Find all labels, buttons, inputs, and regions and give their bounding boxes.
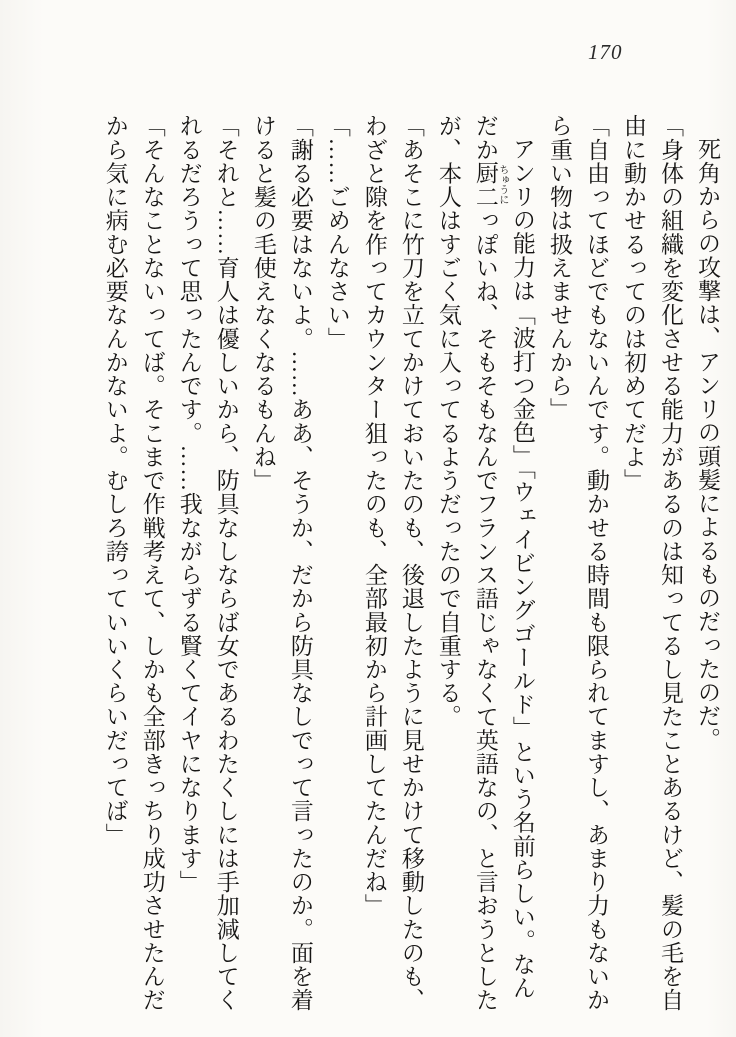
paragraph: 「あそこに竹刀を立てかけておいたのも、後退したように見せかけて移動したのも、わざと隙を作ってカウンター狙ったのも、全部最初から計画してたんだね」	[361, 114, 424, 1012]
ruby-annotation: 厨二 ちゅうに	[472, 161, 508, 209]
paragraph: 「身体の組織を変化させる能力があるのは知ってるし見たことあるけど、髪の毛を自由に動かせるってのは初めてだよ」	[620, 114, 683, 1012]
paragraph: 「……ごめんなさい」	[324, 114, 350, 351]
paragraph: 「謝る必要はないよ。……ああ、そうか、だから防具なしでって言ったのか。面を着けると髪の毛使えなくなるもんね」	[250, 114, 313, 1012]
paragraph: 「そんなことないってば。そこまで作戦考えて、しかも全部きっちり成功させたんだから気に病む必要なんかないよ。むしろ誇っていいくらいだってば」	[102, 114, 165, 1012]
paragraph: 「それと……育人は優しいから、防具なしならば女であるわたくしには手加減してくれるだろうって思ったんです。……我ながらずる賢くてイヤになります」	[176, 114, 239, 1012]
paragraph: 「自由ってほどでもないんです。動かせる時間も限られてますし、あまり力もないから重い物は扱えませんから」	[546, 114, 609, 1012]
novel-text	[97, 114, 726, 1012]
paragraph: 死角からの攻撃は、アンリの頭髪によるものだったのだ。	[695, 137, 720, 752]
page-number: 170	[588, 40, 623, 64]
paragraph: アンリの能力は「波打つ金色」「ウェイビングゴールド」という名前らしい。なんだか厨二 ちゅうにっぽいね、そもそもなんでフランス語じゃなくて英語なの、と言おうとしたが、本人はすごく気に入ってるようだったので自重する。	[435, 114, 535, 1012]
